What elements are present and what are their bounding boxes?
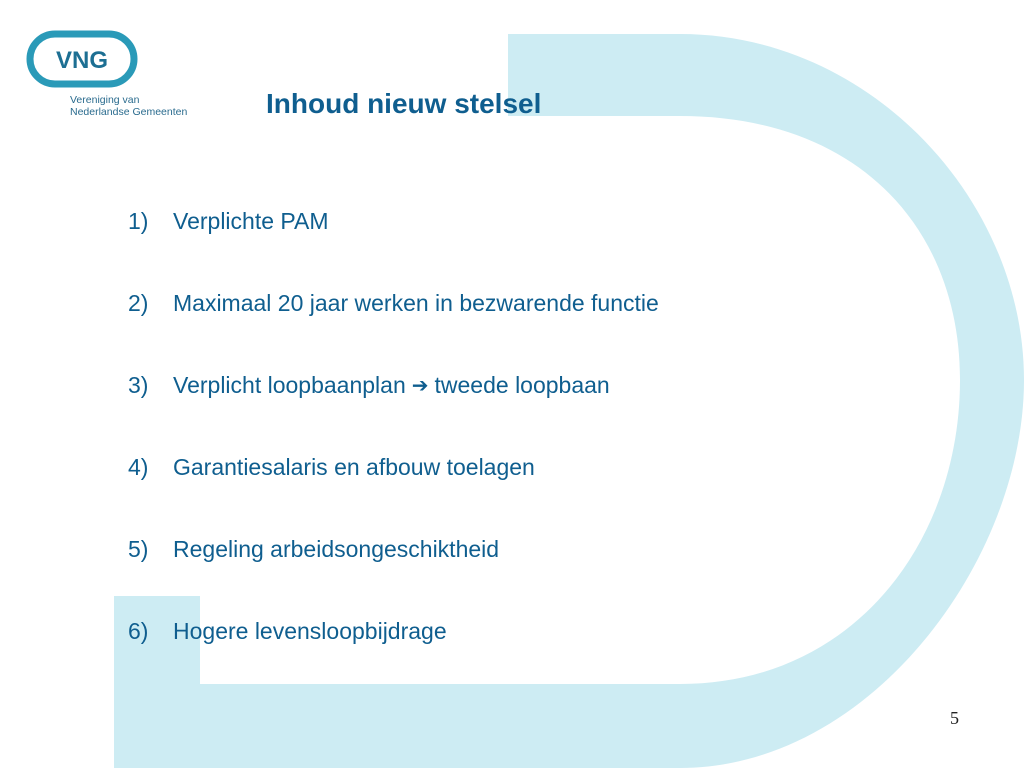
logo-caption-line1: Vereniging van bbox=[70, 94, 140, 106]
list-item-text: Hogere levensloopbijdrage bbox=[173, 617, 447, 644]
slide-title: Inhoud nieuw stelsel bbox=[266, 88, 542, 119]
list-item-text-after: tweede loopbaan bbox=[434, 371, 610, 398]
list-item-text: Regeling arbeidsongeschiktheid bbox=[173, 535, 500, 562]
list-item-text: Verplichte PAM bbox=[173, 207, 329, 234]
list-item-text: Maximaal 20 jaar werken in bezwarende functie bbox=[173, 289, 659, 316]
list-item-number: 2) bbox=[128, 289, 149, 316]
list-item bbox=[128, 286, 659, 320]
list-item-number: 3) bbox=[128, 371, 149, 398]
svg-text:VNG: VNG bbox=[55, 47, 109, 74]
logo-caption-line2: Nederlandse Gemeenten bbox=[70, 106, 188, 118]
page-number: 5 bbox=[950, 708, 959, 728]
vng-logo-mark bbox=[26, 30, 138, 90]
list-item bbox=[128, 450, 659, 484]
list-item-text: Garantiesalaris en afbouw toelagen bbox=[173, 453, 535, 480]
list-item-number: 4) bbox=[128, 453, 149, 480]
list-item bbox=[128, 204, 659, 238]
list-item-number: 6) bbox=[128, 617, 149, 644]
list-item-number: 1) bbox=[128, 207, 149, 234]
content-list bbox=[128, 204, 659, 696]
list-item bbox=[128, 368, 659, 402]
list-item-number: 5) bbox=[128, 535, 149, 562]
arrow-right-icon: ➔ bbox=[411, 374, 429, 397]
list-item bbox=[128, 614, 659, 648]
list-item bbox=[128, 532, 659, 566]
logo-caption bbox=[70, 94, 187, 118]
list-item-text: Verplicht loopbaanplan bbox=[173, 371, 406, 398]
